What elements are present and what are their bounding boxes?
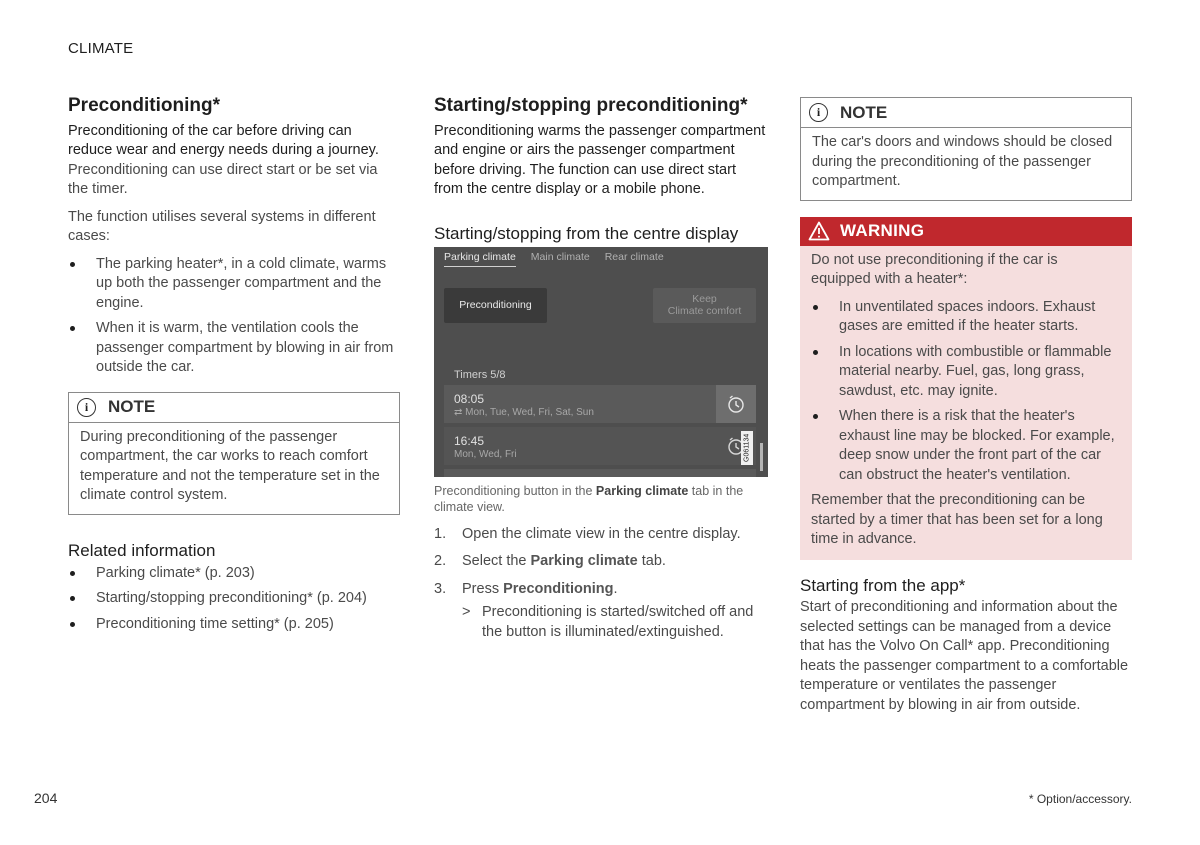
warning-box <box>800 217 1132 560</box>
climate-screen-image <box>434 247 768 477</box>
keep-climate-comfort-button <box>653 288 756 323</box>
info-icon: i <box>809 103 828 122</box>
timers-label: Timers 5/8 <box>454 368 506 381</box>
systems-list <box>68 255 400 378</box>
related-link[interactable]: Starting/stopping preconditioning* (p. 204) <box>68 589 400 609</box>
timer-time: 16:45 <box>454 433 485 448</box>
note-text: During preconditioning of the passenger compartment, the car works to reach comfort temperature and not the temperature set in the climate control system. <box>80 428 380 504</box>
warning-body <box>800 246 1132 560</box>
list-item: When there is a risk that the heater's exhaust line may be blocked. For example, deep snow under the front part of the car can obstruct the heater's ventilation. <box>811 407 1120 485</box>
step-item: 1. Open the climate view in the centre display. <box>434 525 741 542</box>
note-header <box>801 98 1131 128</box>
list-item: In unventilated spaces indoors. Exhaust gases are emitted if the heater starts. <box>811 298 1120 337</box>
timer-clock-icon <box>716 385 756 423</box>
note-box <box>800 97 1132 201</box>
note-label: NOTE <box>108 397 156 417</box>
timer-time: 08:05 <box>454 391 485 406</box>
preconditioning-title: Preconditioning* <box>68 95 220 116</box>
warning-list <box>811 298 1120 486</box>
step-item: 3. Press Preconditioning. <box>434 580 618 597</box>
list-item: In locations with combustible or flammable material nearby. Fuel, gas, long grass, sawdust, etc. may ignite. <box>811 343 1120 402</box>
step-result: > Preconditioning is started/switched off and the button is illuminated/extinguished. <box>462 604 754 640</box>
tab-rear-climate: Rear climate <box>604 250 664 263</box>
tab-parking-climate: Parking climate <box>444 251 516 267</box>
steps-list <box>434 525 768 600</box>
app-text: Start of preconditioning and information about the selected settings can be managed from a device that has the Volvo On Call* app. Preconditioning heats the passenger compartment to a comfortable temperature or ventilates the passenger compartment by blowing in air from outside. <box>800 599 1129 713</box>
related-link[interactable]: Parking climate* (p. 203) <box>68 564 400 584</box>
timer-row <box>444 469 756 477</box>
function-text: The function utilises several systems in different cases: <box>68 208 376 245</box>
timer-row <box>444 385 756 423</box>
climate-comfort-label: Climate comfort <box>667 304 742 317</box>
section-header: CLIMATE <box>68 40 134 57</box>
note-header <box>69 393 399 423</box>
footnote: * Option/accessory. <box>1028 792 1132 806</box>
warning-outro: Remember that the preconditioning can be started by a timer that has been set for a long time in advance. <box>811 492 1103 547</box>
warning-label: WARNING <box>840 221 925 240</box>
list-item: When it is warm, the ventilation cools the passenger compartment by blowing in air from outside the car. <box>68 319 400 378</box>
tab-main-climate: Main climate <box>530 250 590 263</box>
note-box <box>68 392 400 515</box>
step-item: 2. Select the Parking climate tab. <box>434 553 666 570</box>
related-link[interactable]: Preconditioning time setting* (p. 205) <box>68 615 400 635</box>
info-icon: i <box>77 398 96 417</box>
list-item: The parking heater*, in a cold climate, warms up both the passenger compartment and the engine. <box>68 255 400 314</box>
preconditioning-button: Preconditioning <box>444 288 547 323</box>
intro-bold: Preconditioning of the car before driving can reduce wear and energy needs during a journey. <box>68 122 379 159</box>
scrollbar <box>760 443 763 471</box>
image-code: G061134 <box>741 431 753 465</box>
app-title: Starting from the app* <box>800 575 966 595</box>
timer-time <box>454 476 484 477</box>
image-caption: Preconditioning button in the Parking climate tab in the climate view. <box>434 483 744 514</box>
note-text: The car's doors and windows should be closed during the preconditioning of the passenger compartment. <box>812 134 1113 189</box>
column-notes <box>800 97 1132 715</box>
related-title: Related information <box>68 540 216 560</box>
climate-tabs <box>444 251 679 267</box>
intro-rest: Preconditioning can use direct start or be set via the timer. <box>68 161 378 198</box>
column-preconditioning <box>68 95 400 640</box>
warning-intro: Do not use preconditioning if the car is equipped with a heater*: <box>811 251 1058 287</box>
start-stop-title: Starting/stopping preconditioning* <box>434 95 748 116</box>
centre-display-subtitle: Starting/stopping from the centre display <box>434 223 739 243</box>
warning-header <box>800 217 1132 246</box>
page-number: 204 <box>34 790 58 806</box>
related-list <box>68 564 400 635</box>
column-start-stop <box>434 95 768 642</box>
note-label: NOTE <box>840 102 888 122</box>
timer-days: Mon, Wed, Fri <box>454 448 517 460</box>
timer-days: ⇄ Mon, Tue, Wed, Fri, Sat, Sun <box>454 406 594 418</box>
warning-triangle-icon <box>808 221 830 241</box>
keep-label: Keep <box>692 292 717 305</box>
start-stop-intro: Preconditioning warms the passenger compartment and engine or airs the passenger compartment before driving. The function can use direct start from the centre display or a mobile phone. <box>434 122 766 198</box>
timer-row <box>444 427 756 465</box>
